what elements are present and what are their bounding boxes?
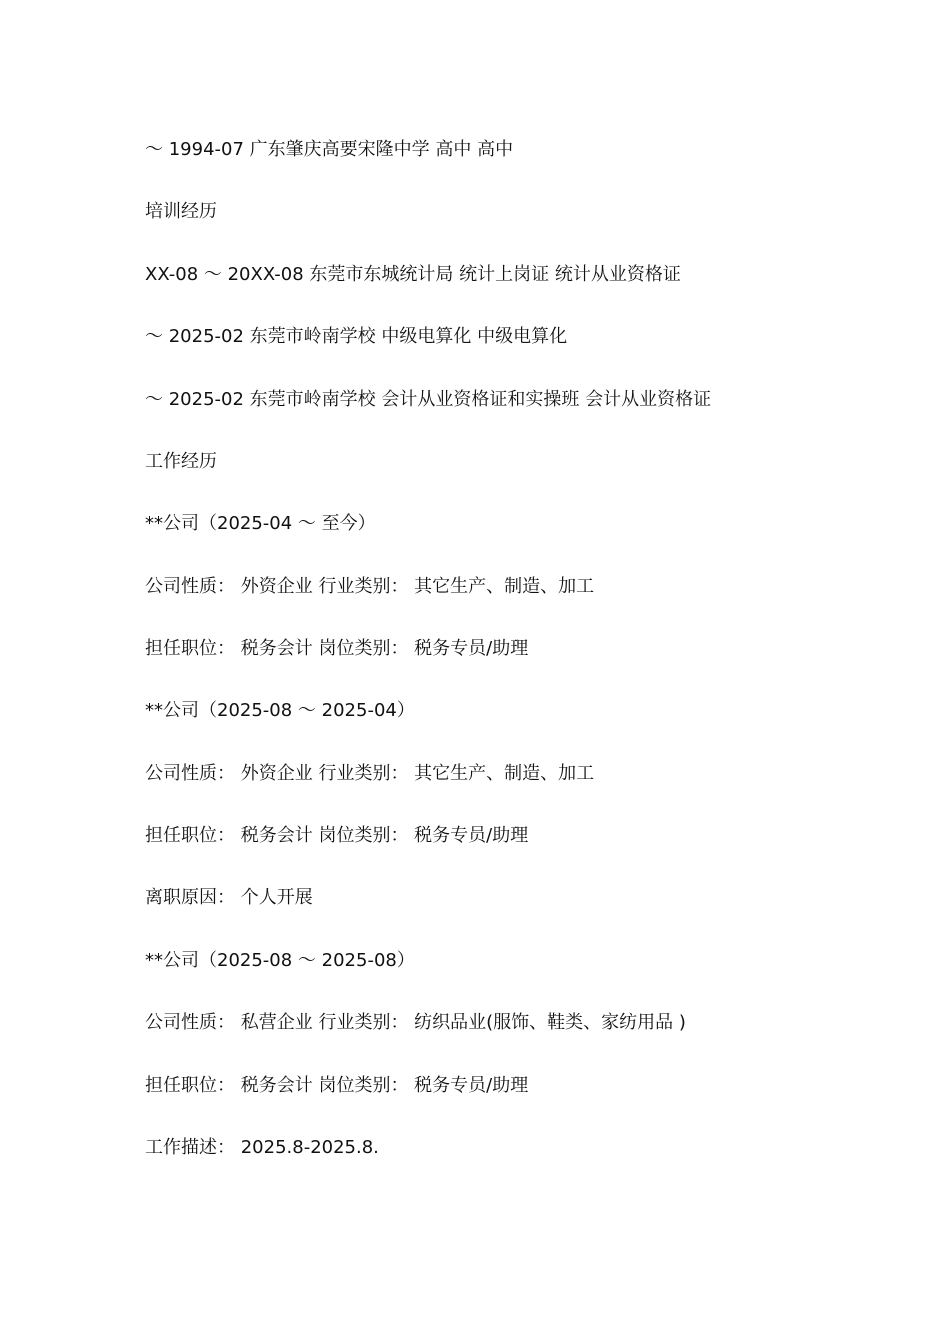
job-2-company-type: 公司性质： 外资企业 行业类别： 其它生产、制造、加工 xyxy=(145,763,595,784)
job-1-position: 担任职位： 税务会计 岗位类别： 税务专员/助理 xyxy=(145,638,529,659)
training-entry-1: XX-08 ～ 20XX-08 东莞市东城统计局 统计上岗证 统计从业资格证 xyxy=(145,264,681,285)
section-heading-training: 培训经历 xyxy=(145,201,217,222)
training-entry-2: ～ 2025-02 东莞市岭南学校 中级电算化 中级电算化 xyxy=(145,326,568,347)
job-2-position: 担任职位： 税务会计 岗位类别： 税务专员/助理 xyxy=(145,825,529,846)
training-entry-3: ～ 2025-02 东莞市岭南学校 会计从业资格证和实操班 会计从业资格证 xyxy=(145,389,712,410)
job-3-position: 担任职位： 税务会计 岗位类别： 税务专员/助理 xyxy=(145,1075,529,1096)
job-3-company-type: 公司性质： 私营企业 行业类别： 纺织品业(服饰、鞋类、家纺用品 ) xyxy=(145,1012,686,1033)
job-3-header: **公司（2025-08 ～ 2025-08） xyxy=(145,950,415,971)
job-2-header: **公司（2025-08 ～ 2025-04） xyxy=(145,700,415,721)
job-3-description: 工作描述： 2025.8-2025.8. xyxy=(145,1137,379,1158)
job-2-leave-reason: 离职原因： 个人开展 xyxy=(145,887,313,908)
section-heading-work: 工作经历 xyxy=(145,451,217,472)
job-1-company-type: 公司性质： 外资企业 行业类别： 其它生产、制造、加工 xyxy=(145,576,595,597)
education-entry-high-school: ～ 1994-07 广东肇庆高要宋隆中学 高中 高中 xyxy=(145,139,514,160)
job-1-header: **公司（2025-04 ～ 至今） xyxy=(145,513,376,534)
